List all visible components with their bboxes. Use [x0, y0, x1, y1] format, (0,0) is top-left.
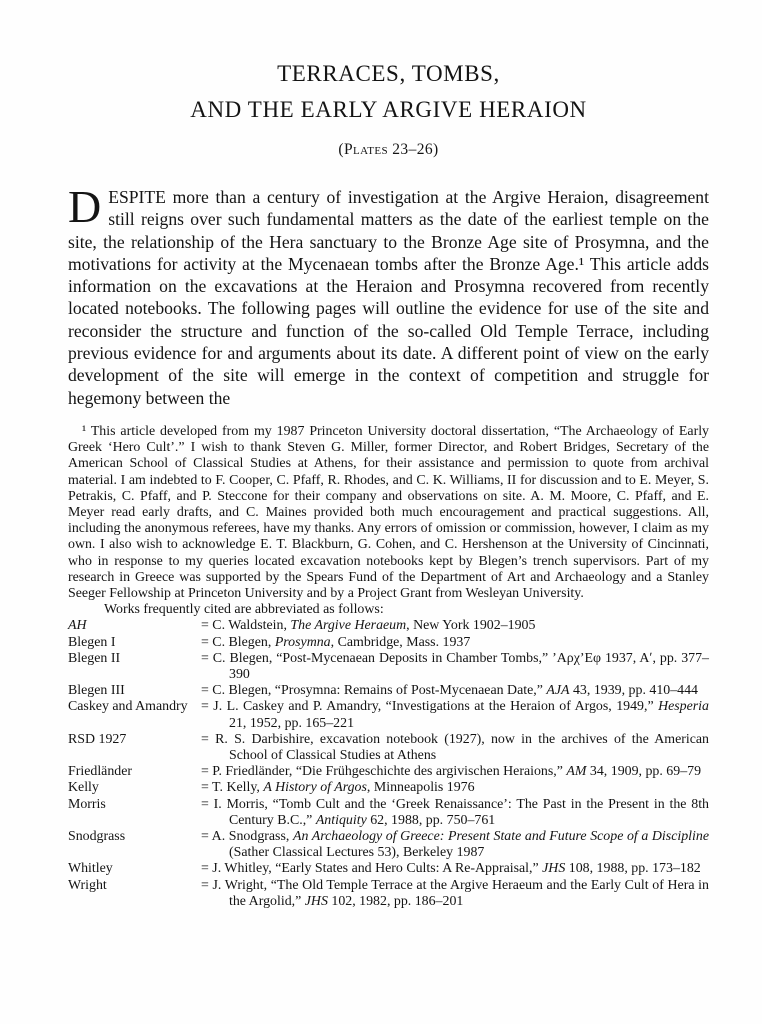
lead-paragraph [68, 181, 709, 409]
abbreviation-citation: = I. Morris, “Tomb Cult and the ‘Greek Renaissance’: The Past in the Present in the 8th Century B.C.,” Antiquity 62, 1988, pp. 750–761 [201, 796, 709, 828]
abbreviation-list [68, 618, 709, 910]
abbreviation-label: Caskey and Amandry [68, 699, 188, 715]
abbreviation-label: Friedländer [68, 764, 133, 780]
abbreviation-citation: = P. Friedländer, “Die Frühgeschichte des argivischen Heraions,” AM 34, 1909, pp. 69–79 [201, 764, 702, 780]
article-title [68, 56, 709, 128]
abbreviation-label: Kelly [68, 780, 99, 796]
footnote-1-text: ¹ This article developed from my 1987 Princeton University doctoral dissertation, “The Archaeology of Early Greek ‘Hero Cult’.” I wish to thank Steven G. Miller, former Director, and Robert Bridges, Secretary of the American School of Classical Studies at Athens, for their assistance and permission to quote from archival material. I am indebted to F. Cooper, C. Pfaff, R. Rhodes, and C. K. Williams, II for discussion and to E. Meyer, S. Petrakis, C. Pfaff, and P. Steccone for their company and observations on site. A. M. Moore, C. Pfaff, and E. Meyer read early drafts, and C. Maines provided both much encouragement and practical suggestions. All, including the anonymous referees, have my thanks. Any errors of omission or commission, however, I claim as my own. I also wish to acknowledge E. T. Blackburn, G. Cohen, and C. Hershenson at the University of Cincinnati, who in response to my queries located excavation notebooks kept by Blegen’s trench supervisors. Part of my research in Greece was supported by the Spears Fund of the Department of Art and Archaeology and a Stanley Seeger Fellowship at Princeton University and by a Project Grant from Wesleyan University. [68, 423, 709, 601]
abbreviation-row [68, 764, 709, 780]
abbreviation-citation: = C. Blegen, “Prosymna: Remains of Post-Mycenaean Date,” AJA 43, 1939, pp. 410–444 [201, 683, 699, 699]
plates-note: (Plates 23–26) [338, 141, 439, 158]
abbreviation-citation: = C. Waldstein, The Argive Heraeum, New York 1902–1905 [201, 618, 536, 634]
abbreviation-label: AH [68, 618, 87, 634]
abbreviation-label: Whitley [68, 861, 113, 877]
article-title-line1: TERRACES, TOMBS, [277, 61, 500, 86]
abbreviation-citation: = A. Snodgrass, An Archaeology of Greece: Present State and Future Scope of a Discipline (Sather Classical Lectures 53), Berkeley 1987 [201, 829, 709, 861]
abbreviation-label: Blegen I [68, 634, 116, 650]
abbreviation-row [68, 699, 709, 731]
abbreviation-row [68, 683, 709, 699]
abbreviation-label: Blegen II [68, 650, 121, 666]
dropcap-letter: D [68, 181, 102, 232]
article-title-line2: AND THE EARLY ARGIVE HERAION [190, 97, 587, 122]
abbreviation-label: Blegen III [68, 683, 125, 699]
abbreviation-row [68, 861, 709, 877]
footnote-block [68, 424, 709, 910]
abbreviation-row [68, 635, 709, 651]
lead-paragraph-text: ESPITE more than a century of investigation at the Argive Heraion, disagreement still reigns over such fundamental matters as the date of the earliest temple on the site, the relationship of the Hera sanctuary to the Bronze Age site of Prosymna, and the motivations for activity at the Mycenaean tombs after the Bronze Age.¹ This article adds information on the excavations at the Heraion and Prosymna recovered from recently located notebooks. The following pages will outline the evidence for use of the site and reconsider the structure and function of the so-called Old Temple Terrace, including previous evidence for and arguments about its date. A different point of view on the early development of the site will emerge in the context of competition and struggle for hegemony between the [68, 187, 709, 408]
abbreviation-citation: = J. Wright, “The Old Temple Terrace at the Argive Heraeum and the Early Cult of Hera in the Argolid,” JHS 102, 1982, pp. 186–201 [201, 877, 709, 909]
abbreviation-label: Snodgrass [68, 829, 126, 845]
abbreviation-row [68, 732, 709, 764]
works-cited-intro: Works frequently cited are abbreviated as follows: [104, 602, 384, 618]
abbreviation-row [68, 651, 709, 683]
abbreviation-row [68, 797, 709, 829]
abbreviation-citation: = C. Blegen, “Post-Mycenaean Deposits in Chamber Tombs,” ʼΑρχʼΕφ 1937, Αʹ, pp. 377–390 [201, 650, 709, 683]
abbreviation-row [68, 878, 709, 910]
abbreviation-citation: = J. L. Caskey and P. Amandry, “Investigations at the Heraion of Argos, 1949,” Hesperia 21, 1952, pp. 165–221 [201, 699, 709, 731]
abbreviation-citation: = R. S. Darbishire, excavation notebook (1927), now in the archives of the American School of Classical Studies at Athens [201, 731, 709, 764]
abbreviation-label: Morris [68, 796, 106, 812]
abbreviation-label: RSD 1927 [68, 731, 127, 747]
abbreviation-citation: = C. Blegen, Prosymna, Cambridge, Mass. 1937 [201, 634, 471, 650]
abbreviation-row [68, 829, 709, 861]
abbreviation-citation: = T. Kelly, A History of Argos, Minneapolis 1976 [201, 780, 475, 796]
abbreviation-row [68, 618, 709, 634]
abbreviation-row [68, 780, 709, 796]
abbreviation-citation: = J. Whitley, “Early States and Hero Cults: A Re-Appraisal,” JHS 108, 1988, pp. 173–182 [201, 861, 701, 877]
abbreviation-label: Wright [68, 877, 107, 893]
